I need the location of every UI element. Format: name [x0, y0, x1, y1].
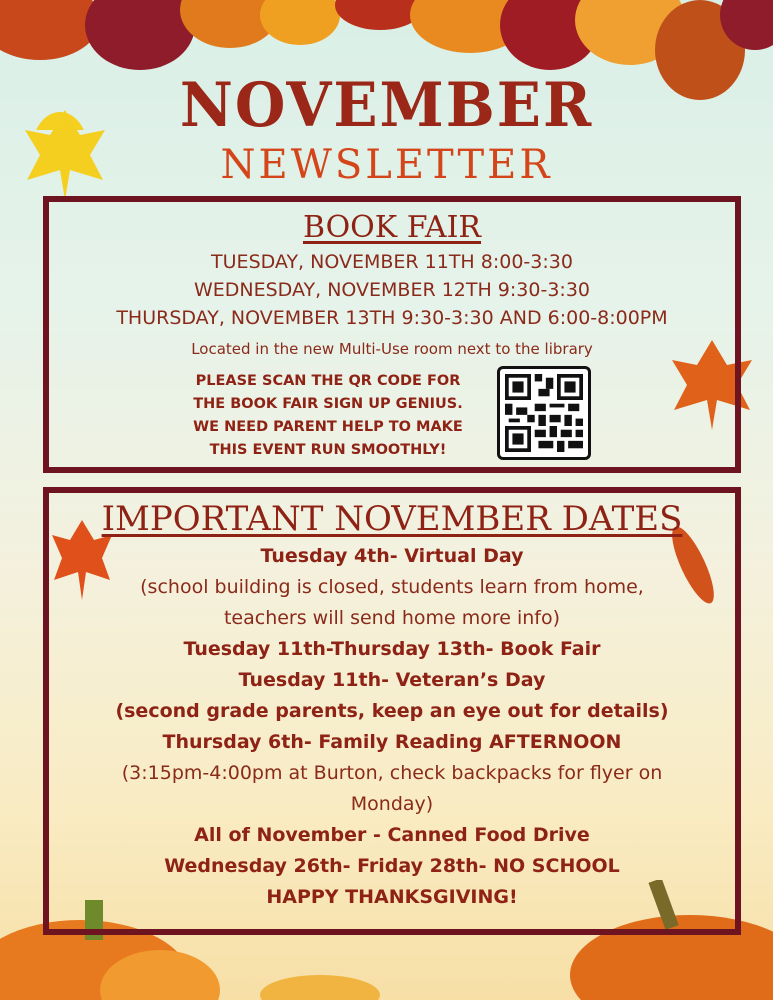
- book-fair-heading: BOOK FAIR: [302, 210, 482, 245]
- date-line: All of November - Canned Food Drive: [194, 824, 590, 846]
- date-line: Wednesday 26th- Friday 28th- NO SCHOOL: [164, 855, 620, 877]
- newsletter-title: NOVEMBER: [179, 69, 594, 141]
- book-fair-location: Located in the new Multi-Use room next to the library: [191, 340, 593, 358]
- signup-instructions: [193, 370, 463, 462]
- important-dates-heading: IMPORTANT NOVEMBER DATES: [101, 499, 683, 539]
- book-fair-date: THURSDAY, NOVEMBER 13TH 9:30-3:30 AND 6:00-8:00PM: [116, 307, 668, 329]
- date-line: Tuesday 11th- Veteran’s Day: [238, 669, 546, 691]
- important-dates-section: [43, 487, 741, 935]
- instruction-line: THIS EVENT RUN SMOOTHLY!: [209, 442, 447, 458]
- instruction-line: PLEASE SCAN THE QR CODE FOR: [195, 373, 461, 389]
- date-line: Tuesday 4th- Virtual Day: [260, 545, 524, 567]
- qr-code-icon: [505, 374, 583, 452]
- date-line: HAPPY THANKSGIVING!: [266, 886, 518, 908]
- date-line: Monday): [350, 793, 434, 815]
- qr-code[interactable]: [497, 366, 591, 460]
- book-fair-date: WEDNESDAY, NOVEMBER 12TH 9:30-3:30: [193, 279, 590, 301]
- dates-list: [49, 541, 735, 913]
- instruction-line: THE BOOK FAIR SIGN UP GENIUS.: [193, 396, 463, 412]
- newsletter-subtitle: NEWSLETTER: [220, 142, 553, 188]
- date-line: Tuesday 11th-Thursday 13th- Book Fair: [183, 638, 601, 660]
- date-line: Thursday 6th- Family Reading AFTERNOON: [162, 731, 622, 753]
- date-line: (3:15pm-4:00pm at Burton, check backpacks for flyer on: [121, 762, 663, 784]
- instruction-line: WE NEED PARENT HELP TO MAKE: [193, 419, 463, 435]
- book-fair-date: TUESDAY, NOVEMBER 11TH 8:00-3:30: [211, 251, 573, 273]
- date-line: teachers will send home more info): [223, 607, 561, 629]
- book-fair-section: [43, 196, 741, 473]
- date-line: (second grade parents, keep an eye out for details): [115, 700, 669, 722]
- date-line: (school building is closed, students learn from home,: [140, 576, 644, 598]
